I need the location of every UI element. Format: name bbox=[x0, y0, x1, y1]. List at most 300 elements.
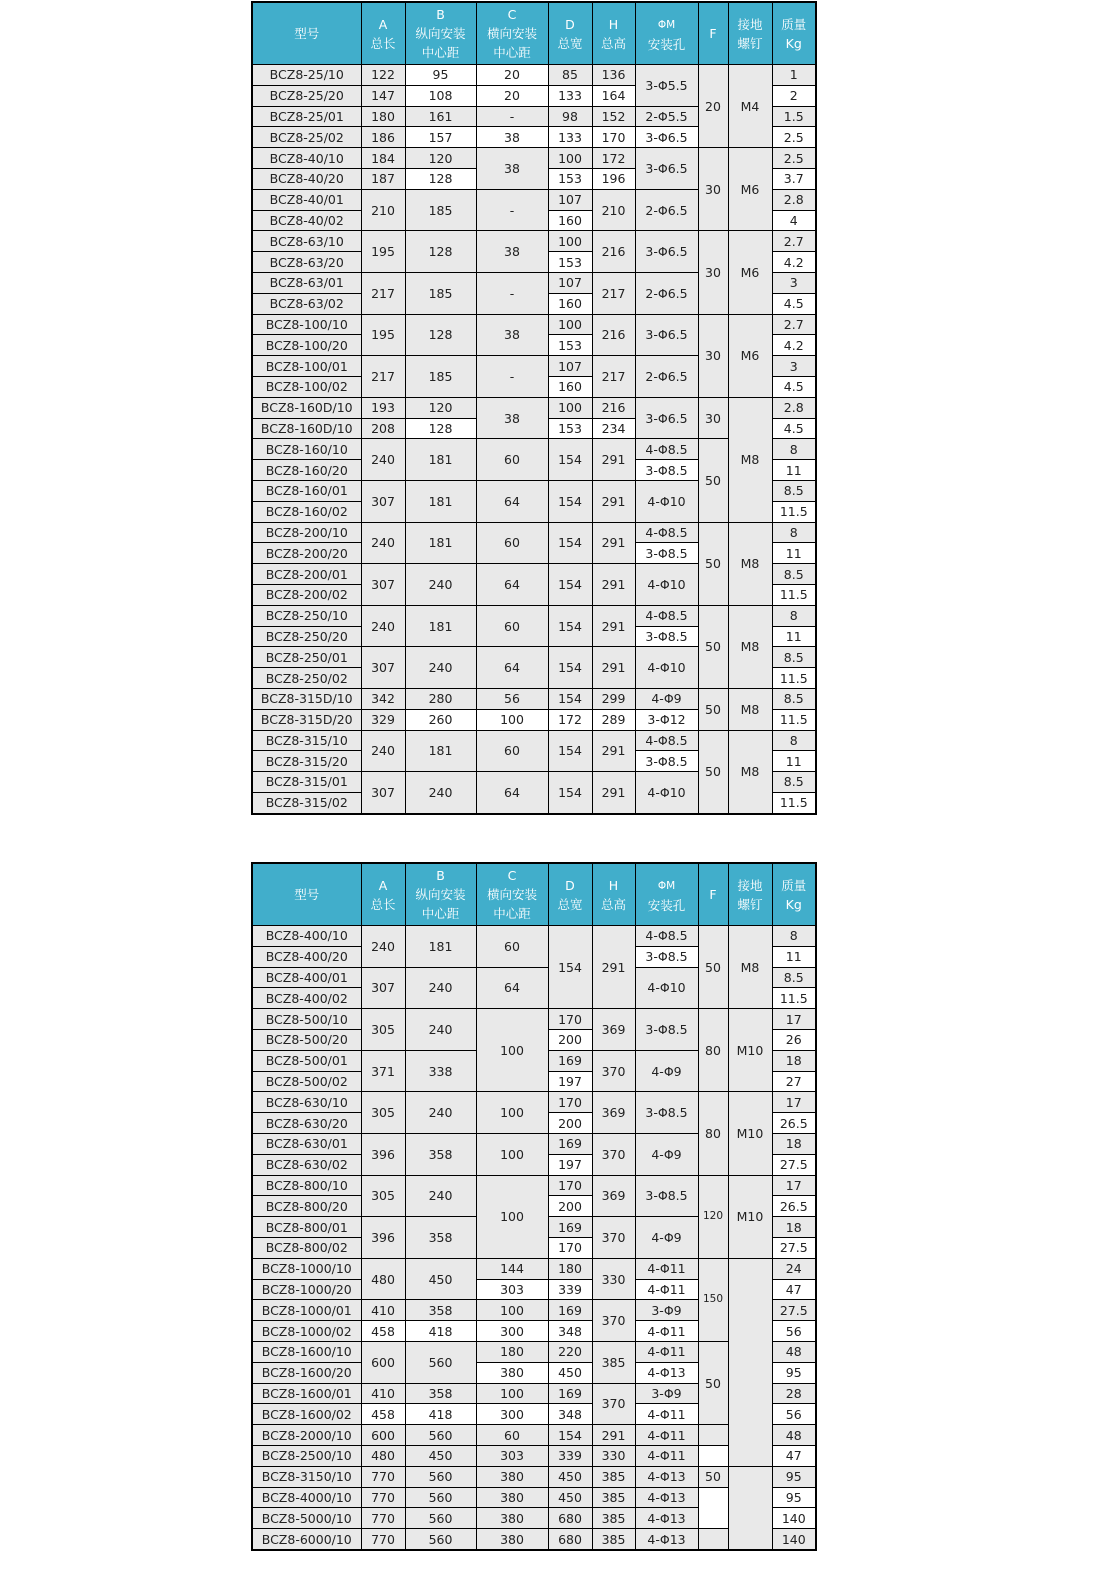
cell-m: 4-Φ13 bbox=[635, 1487, 698, 1508]
cell-h: 291 bbox=[592, 439, 635, 481]
cell-a: 187 bbox=[361, 168, 405, 189]
cell-m: 3-Φ9 bbox=[635, 1383, 698, 1404]
cell-mass: 11 bbox=[772, 543, 816, 564]
model-cell: BCZ8-1000/02 bbox=[252, 1321, 361, 1342]
cell-b: 280 bbox=[405, 688, 476, 709]
header-b: B 纵向安装 中心距 bbox=[405, 863, 476, 926]
cell-a: 307 bbox=[361, 772, 405, 814]
cell-b: 240 bbox=[405, 1175, 476, 1217]
model-cell: BCZ8-400/01 bbox=[252, 967, 361, 988]
cell-mass: 48 bbox=[772, 1341, 816, 1362]
table-row bbox=[252, 1092, 816, 1113]
cell-f: 80 bbox=[698, 1092, 728, 1175]
model-cell: BCZ8-200/20 bbox=[252, 543, 361, 564]
cell-b: 358 bbox=[405, 1217, 476, 1259]
cell-a: 184 bbox=[361, 148, 405, 169]
cell-a: 208 bbox=[361, 418, 405, 439]
cell-m: 3-Φ9 bbox=[635, 1300, 698, 1321]
model-cell: BCZ8-63/10 bbox=[252, 231, 361, 252]
cell-d: 450 bbox=[548, 1466, 592, 1487]
cell-h: 370 bbox=[592, 1050, 635, 1092]
cell-a: 240 bbox=[361, 926, 405, 968]
model-cell: BCZ8-315/20 bbox=[252, 751, 361, 772]
cell-a: 240 bbox=[361, 439, 405, 481]
cell-a: 195 bbox=[361, 231, 405, 273]
cell-mass: 4.5 bbox=[772, 376, 816, 397]
cell-m: 2-Φ5.5 bbox=[635, 106, 698, 127]
cell-d: 169 bbox=[548, 1050, 592, 1071]
cell-c: 60 bbox=[476, 730, 548, 772]
cell-a: 770 bbox=[361, 1529, 405, 1550]
cell-c: 144 bbox=[476, 1258, 548, 1279]
cell-h: 152 bbox=[592, 106, 635, 127]
model-cell: BCZ8-250/01 bbox=[252, 647, 361, 668]
cell-c: 380 bbox=[476, 1466, 548, 1487]
cell-m: 3-Φ6.5 bbox=[635, 314, 698, 356]
cell-h: 291 bbox=[592, 480, 635, 522]
cell-d: 98 bbox=[548, 106, 592, 127]
cell-f: 30 bbox=[698, 148, 728, 231]
cell-d: 160 bbox=[548, 210, 592, 231]
cell-h: 385 bbox=[592, 1341, 635, 1383]
cell-mass: 4 bbox=[772, 210, 816, 231]
cell-mass: 27.5 bbox=[772, 1237, 816, 1258]
model-cell: BCZ8-315D/20 bbox=[252, 709, 361, 730]
cell-h: 170 bbox=[592, 127, 635, 148]
cell-d: 154 bbox=[548, 730, 592, 772]
cell-m: 3-Φ8.5 bbox=[635, 626, 698, 647]
cell-mass: 2.7 bbox=[772, 231, 816, 252]
cell-b: 181 bbox=[405, 522, 476, 564]
cell-d: 160 bbox=[548, 293, 592, 314]
model-cell: BCZ8-1600/01 bbox=[252, 1383, 361, 1404]
cell-d: 153 bbox=[548, 335, 592, 356]
model-cell: BCZ8-250/02 bbox=[252, 668, 361, 689]
cell-m: 3-Φ5.5 bbox=[635, 65, 698, 107]
cell-m: 3-Φ6.5 bbox=[635, 127, 698, 148]
table-row bbox=[252, 65, 816, 86]
cell-f: 30 bbox=[698, 397, 728, 439]
cell-c: 56 bbox=[476, 688, 548, 709]
model-cell: BCZ8-800/01 bbox=[252, 1217, 361, 1238]
cell-h: 291 bbox=[592, 730, 635, 772]
cell-m: 4-Φ9 bbox=[635, 1133, 698, 1175]
cell-b: 418 bbox=[405, 1404, 476, 1425]
cell-mass: 11.5 bbox=[772, 792, 816, 813]
cell-b: 358 bbox=[405, 1133, 476, 1175]
cell-c: 64 bbox=[476, 564, 548, 606]
cell-m: 4-Φ10 bbox=[635, 772, 698, 814]
cell-a: 396 bbox=[361, 1133, 405, 1175]
cell-mass: 4.2 bbox=[772, 335, 816, 356]
cell-d: 197 bbox=[548, 1154, 592, 1175]
cell-a: 240 bbox=[361, 605, 405, 647]
model-cell: BCZ8-100/10 bbox=[252, 314, 361, 335]
cell-b: 185 bbox=[405, 189, 476, 231]
table-row bbox=[252, 1175, 816, 1196]
cell-b: 128 bbox=[405, 231, 476, 273]
cell-b: 418 bbox=[405, 1321, 476, 1342]
cell-h: 299 bbox=[592, 688, 635, 709]
cell-m: 4-Φ10 bbox=[635, 480, 698, 522]
model-cell: BCZ8-315D/10 bbox=[252, 688, 361, 709]
cell-m: 3-Φ6.5 bbox=[635, 397, 698, 439]
cell-h: 385 bbox=[592, 1466, 635, 1487]
cell-f bbox=[698, 1487, 728, 1529]
model-cell: BCZ8-500/20 bbox=[252, 1029, 361, 1050]
cell-h: 370 bbox=[592, 1217, 635, 1259]
header-d: D 总宽 bbox=[548, 2, 592, 65]
cell-a: 240 bbox=[361, 730, 405, 772]
cell-b: 560 bbox=[405, 1425, 476, 1446]
header-row bbox=[252, 2, 816, 65]
cell-d: 170 bbox=[548, 1237, 592, 1258]
cell-c: 380 bbox=[476, 1508, 548, 1529]
cell-m: 4-Φ13 bbox=[635, 1362, 698, 1383]
cell-c: 38 bbox=[476, 397, 548, 439]
model-cell: BCZ8-315/02 bbox=[252, 792, 361, 813]
cell-h: 164 bbox=[592, 85, 635, 106]
cell-mass: 11.5 bbox=[772, 584, 816, 605]
cell-m: 3-Φ6.5 bbox=[635, 148, 698, 190]
model-cell: BCZ8-400/02 bbox=[252, 988, 361, 1009]
model-cell: BCZ8-630/10 bbox=[252, 1092, 361, 1113]
cell-m: 3-Φ6.5 bbox=[635, 231, 698, 273]
cell-b: 450 bbox=[405, 1258, 476, 1300]
model-cell: BCZ8-315/01 bbox=[252, 772, 361, 793]
cell-b: 128 bbox=[405, 314, 476, 356]
cell-b: 161 bbox=[405, 106, 476, 127]
cell-b: 95 bbox=[405, 65, 476, 86]
model-cell: BCZ8-25/10 bbox=[252, 65, 361, 86]
cell-b: 560 bbox=[405, 1529, 476, 1550]
cell-a: 147 bbox=[361, 85, 405, 106]
cell-m: 4-Φ9 bbox=[635, 1217, 698, 1259]
cell-d: 220 bbox=[548, 1341, 592, 1362]
model-cell: BCZ8-5000/10 bbox=[252, 1508, 361, 1529]
cell-mass: 18 bbox=[772, 1133, 816, 1154]
cell-b: 157 bbox=[405, 127, 476, 148]
table-row bbox=[252, 1466, 816, 1487]
cell-mass: 140 bbox=[772, 1529, 816, 1550]
cell-mass: 11 bbox=[772, 626, 816, 647]
header-a: A 总长 bbox=[361, 863, 405, 926]
cell-a: 410 bbox=[361, 1300, 405, 1321]
cell-b: 358 bbox=[405, 1383, 476, 1404]
cell-a: 305 bbox=[361, 1009, 405, 1051]
cell-d: 200 bbox=[548, 1029, 592, 1050]
cell-h: 216 bbox=[592, 397, 635, 418]
header-h: H 总高 bbox=[592, 2, 635, 65]
cell-mass: 8 bbox=[772, 730, 816, 751]
cell-mass: 2.5 bbox=[772, 127, 816, 148]
cell-a: 210 bbox=[361, 189, 405, 231]
model-cell: BCZ8-630/20 bbox=[252, 1113, 361, 1134]
cell-m: 4-Φ10 bbox=[635, 564, 698, 606]
cell-a: 770 bbox=[361, 1466, 405, 1487]
model-cell: BCZ8-200/02 bbox=[252, 584, 361, 605]
cell-a: 458 bbox=[361, 1404, 405, 1425]
cell-h: 291 bbox=[592, 1425, 635, 1446]
cell-d: 160 bbox=[548, 376, 592, 397]
cell-m: 4-Φ11 bbox=[635, 1445, 698, 1466]
cell-c: 380 bbox=[476, 1487, 548, 1508]
cell-b: 185 bbox=[405, 272, 476, 314]
cell-h: 330 bbox=[592, 1445, 635, 1466]
cell-m: 4-Φ8.5 bbox=[635, 605, 698, 626]
model-cell: BCZ8-25/02 bbox=[252, 127, 361, 148]
cell-f: 50 bbox=[698, 730, 728, 814]
model-cell: BCZ8-400/20 bbox=[252, 946, 361, 967]
cell-f: 50 bbox=[698, 439, 728, 522]
cell-d: 180 bbox=[548, 1258, 592, 1279]
cell-ground: M4 bbox=[728, 65, 772, 148]
cell-c: 64 bbox=[476, 967, 548, 1009]
header-mass: 质量 Kg bbox=[772, 863, 816, 926]
cell-h: 370 bbox=[592, 1133, 635, 1175]
cell-mass: 27 bbox=[772, 1071, 816, 1092]
model-cell: BCZ8-100/20 bbox=[252, 335, 361, 356]
cell-mass: 2.5 bbox=[772, 148, 816, 169]
model-cell: BCZ8-400/10 bbox=[252, 926, 361, 947]
cell-ground bbox=[728, 1258, 772, 1466]
cell-c: 60 bbox=[476, 522, 548, 564]
cell-d: 154 bbox=[548, 605, 592, 647]
cell-d: 100 bbox=[548, 314, 592, 335]
cell-a: 193 bbox=[361, 397, 405, 418]
cell-ground: M8 bbox=[728, 926, 772, 1009]
cell-mass: 8 bbox=[772, 926, 816, 947]
cell-b: 450 bbox=[405, 1445, 476, 1466]
spec-table-2 bbox=[251, 862, 817, 1551]
cell-m: 4-Φ11 bbox=[635, 1404, 698, 1425]
cell-mass: 2.8 bbox=[772, 189, 816, 210]
model-cell: BCZ8-800/20 bbox=[252, 1196, 361, 1217]
model-cell: BCZ8-40/02 bbox=[252, 210, 361, 231]
cell-f: 30 bbox=[698, 231, 728, 314]
cell-d: 100 bbox=[548, 231, 592, 252]
cell-b: 560 bbox=[405, 1341, 476, 1383]
cell-mass: 47 bbox=[772, 1279, 816, 1300]
header-model: 型号 bbox=[252, 863, 361, 926]
cell-mass: 95 bbox=[772, 1487, 816, 1508]
cell-mass: 56 bbox=[772, 1404, 816, 1425]
cell-d: 169 bbox=[548, 1133, 592, 1154]
model-cell: BCZ8-500/02 bbox=[252, 1071, 361, 1092]
cell-m: 3-Φ8.5 bbox=[635, 543, 698, 564]
cell-d: 154 bbox=[548, 647, 592, 689]
cell-c: 100 bbox=[476, 1175, 548, 1258]
cell-m: 2-Φ6.5 bbox=[635, 356, 698, 398]
cell-m: 3-Φ8.5 bbox=[635, 946, 698, 967]
cell-h: 210 bbox=[592, 189, 635, 231]
cell-ground: M6 bbox=[728, 314, 772, 397]
cell-ground: M6 bbox=[728, 231, 772, 314]
model-cell: BCZ8-2000/10 bbox=[252, 1425, 361, 1446]
cell-d: 133 bbox=[548, 85, 592, 106]
cell-c: 100 bbox=[476, 709, 548, 730]
table-row bbox=[252, 522, 816, 543]
cell-f: 50 bbox=[698, 1341, 728, 1424]
cell-h: 370 bbox=[592, 1383, 635, 1425]
cell-d: 680 bbox=[548, 1529, 592, 1550]
cell-f bbox=[698, 1445, 728, 1466]
cell-d: 107 bbox=[548, 356, 592, 377]
cell-m: 4-Φ13 bbox=[635, 1466, 698, 1487]
cell-c: 300 bbox=[476, 1321, 548, 1342]
cell-c: 60 bbox=[476, 1425, 548, 1446]
cell-h: 385 bbox=[592, 1529, 635, 1550]
cell-mass: 95 bbox=[772, 1362, 816, 1383]
cell-b: 181 bbox=[405, 480, 476, 522]
model-cell: BCZ8-500/10 bbox=[252, 1009, 361, 1030]
cell-mass: 1 bbox=[772, 65, 816, 86]
cell-m: 4-Φ8.5 bbox=[635, 730, 698, 751]
cell-b: 358 bbox=[405, 1300, 476, 1321]
header-a: A 总长 bbox=[361, 2, 405, 65]
cell-c: 38 bbox=[476, 127, 548, 148]
cell-m: 4-Φ8.5 bbox=[635, 522, 698, 543]
header-model: 型号 bbox=[252, 2, 361, 65]
cell-d: 154 bbox=[548, 480, 592, 522]
cell-mass: 11 bbox=[772, 460, 816, 481]
model-cell: BCZ8-630/02 bbox=[252, 1154, 361, 1175]
cell-m: 4-Φ11 bbox=[635, 1425, 698, 1446]
model-cell: BCZ8-40/01 bbox=[252, 189, 361, 210]
cell-d: 197 bbox=[548, 1071, 592, 1092]
cell-mass: 8.5 bbox=[772, 688, 816, 709]
cell-a: 480 bbox=[361, 1258, 405, 1300]
cell-mass: 17 bbox=[772, 1009, 816, 1030]
cell-a: 180 bbox=[361, 106, 405, 127]
cell-f: 120 bbox=[698, 1175, 728, 1258]
model-cell: BCZ8-63/02 bbox=[252, 293, 361, 314]
cell-a: 217 bbox=[361, 272, 405, 314]
cell-d: 170 bbox=[548, 1175, 592, 1196]
cell-mass: 26.5 bbox=[772, 1196, 816, 1217]
cell-c: 60 bbox=[476, 439, 548, 481]
cell-mass: 8.5 bbox=[772, 647, 816, 668]
cell-c: 60 bbox=[476, 926, 548, 968]
cell-d: 154 bbox=[548, 439, 592, 481]
cell-f: 50 bbox=[698, 522, 728, 605]
cell-d: 172 bbox=[548, 709, 592, 730]
cell-mass: 11.5 bbox=[772, 501, 816, 522]
cell-m: 4-Φ11 bbox=[635, 1341, 698, 1362]
table-row bbox=[252, 730, 816, 751]
cell-c: 20 bbox=[476, 85, 548, 106]
cell-d: 100 bbox=[548, 397, 592, 418]
cell-h: 216 bbox=[592, 314, 635, 356]
cell-mass: 4.5 bbox=[772, 293, 816, 314]
cell-h: 291 bbox=[592, 605, 635, 647]
cell-d: 107 bbox=[548, 272, 592, 293]
cell-d: 450 bbox=[548, 1487, 592, 1508]
cell-ground: M10 bbox=[728, 1175, 772, 1258]
cell-b: 240 bbox=[405, 1009, 476, 1051]
cell-m: 3-Φ12 bbox=[635, 709, 698, 730]
model-cell: BCZ8-1600/10 bbox=[252, 1341, 361, 1362]
cell-ground: M10 bbox=[728, 1009, 772, 1092]
table-row bbox=[252, 148, 816, 169]
cell-f: 150 bbox=[698, 1258, 728, 1341]
cell-mass: 8.5 bbox=[772, 480, 816, 501]
model-cell: BCZ8-2500/10 bbox=[252, 1445, 361, 1466]
cell-ground bbox=[728, 1466, 772, 1550]
cell-mass: 4.2 bbox=[772, 252, 816, 273]
cell-a: 458 bbox=[361, 1321, 405, 1342]
cell-a: 600 bbox=[361, 1425, 405, 1446]
cell-b: 240 bbox=[405, 564, 476, 606]
cell-a: 307 bbox=[361, 564, 405, 606]
model-cell: BCZ8-63/20 bbox=[252, 252, 361, 273]
cell-f: 50 bbox=[698, 605, 728, 688]
table-row bbox=[252, 926, 816, 947]
model-cell: BCZ8-1000/10 bbox=[252, 1258, 361, 1279]
model-cell: BCZ8-6000/10 bbox=[252, 1529, 361, 1550]
cell-m: 4-Φ11 bbox=[635, 1279, 698, 1300]
cell-b: 185 bbox=[405, 356, 476, 398]
cell-c: 100 bbox=[476, 1092, 548, 1134]
cell-b: 128 bbox=[405, 418, 476, 439]
cell-a: 600 bbox=[361, 1341, 405, 1383]
cell-a: 240 bbox=[361, 522, 405, 564]
header-d: D 总宽 bbox=[548, 863, 592, 926]
header-f: F bbox=[698, 863, 728, 926]
cell-d: 107 bbox=[548, 189, 592, 210]
cell-c: 100 bbox=[476, 1009, 548, 1092]
cell-c: - bbox=[476, 272, 548, 314]
cell-mass: 26.5 bbox=[772, 1113, 816, 1134]
cell-mass: 11.5 bbox=[772, 988, 816, 1009]
cell-d: 339 bbox=[548, 1279, 592, 1300]
cell-m: 2-Φ6.5 bbox=[635, 189, 698, 231]
model-cell: BCZ8-3150/10 bbox=[252, 1466, 361, 1487]
cell-m: 4-Φ9 bbox=[635, 1050, 698, 1092]
cell-mass: 1.5 bbox=[772, 106, 816, 127]
cell-b: 120 bbox=[405, 148, 476, 169]
cell-c: 38 bbox=[476, 231, 548, 273]
header-f: F bbox=[698, 2, 728, 65]
model-cell: BCZ8-200/01 bbox=[252, 564, 361, 585]
cell-mass: 8.5 bbox=[772, 564, 816, 585]
cell-h: 291 bbox=[592, 522, 635, 564]
cell-m: 4-Φ8.5 bbox=[635, 926, 698, 947]
cell-a: 770 bbox=[361, 1508, 405, 1529]
cell-h: 370 bbox=[592, 1300, 635, 1342]
cell-d: 169 bbox=[548, 1300, 592, 1321]
cell-d: 680 bbox=[548, 1508, 592, 1529]
cell-a: 195 bbox=[361, 314, 405, 356]
cell-m: 3-Φ8.5 bbox=[635, 1009, 698, 1051]
cell-m: 4-Φ8.5 bbox=[635, 439, 698, 460]
cell-mass: 8 bbox=[772, 439, 816, 460]
cell-mass: 2 bbox=[772, 85, 816, 106]
model-cell: BCZ8-160/02 bbox=[252, 501, 361, 522]
cell-mass: 11.5 bbox=[772, 709, 816, 730]
cell-h: 369 bbox=[592, 1175, 635, 1217]
cell-mass: 27.5 bbox=[772, 1300, 816, 1321]
cell-d: 169 bbox=[548, 1217, 592, 1238]
model-cell: BCZ8-160/10 bbox=[252, 439, 361, 460]
cell-mass: 4.5 bbox=[772, 418, 816, 439]
cell-c: 100 bbox=[476, 1133, 548, 1175]
cell-m: 3-Φ8.5 bbox=[635, 460, 698, 481]
table-row bbox=[252, 605, 816, 626]
cell-mass: 8.5 bbox=[772, 772, 816, 793]
cell-mass: 2.8 bbox=[772, 397, 816, 418]
cell-mass: 11.5 bbox=[772, 668, 816, 689]
